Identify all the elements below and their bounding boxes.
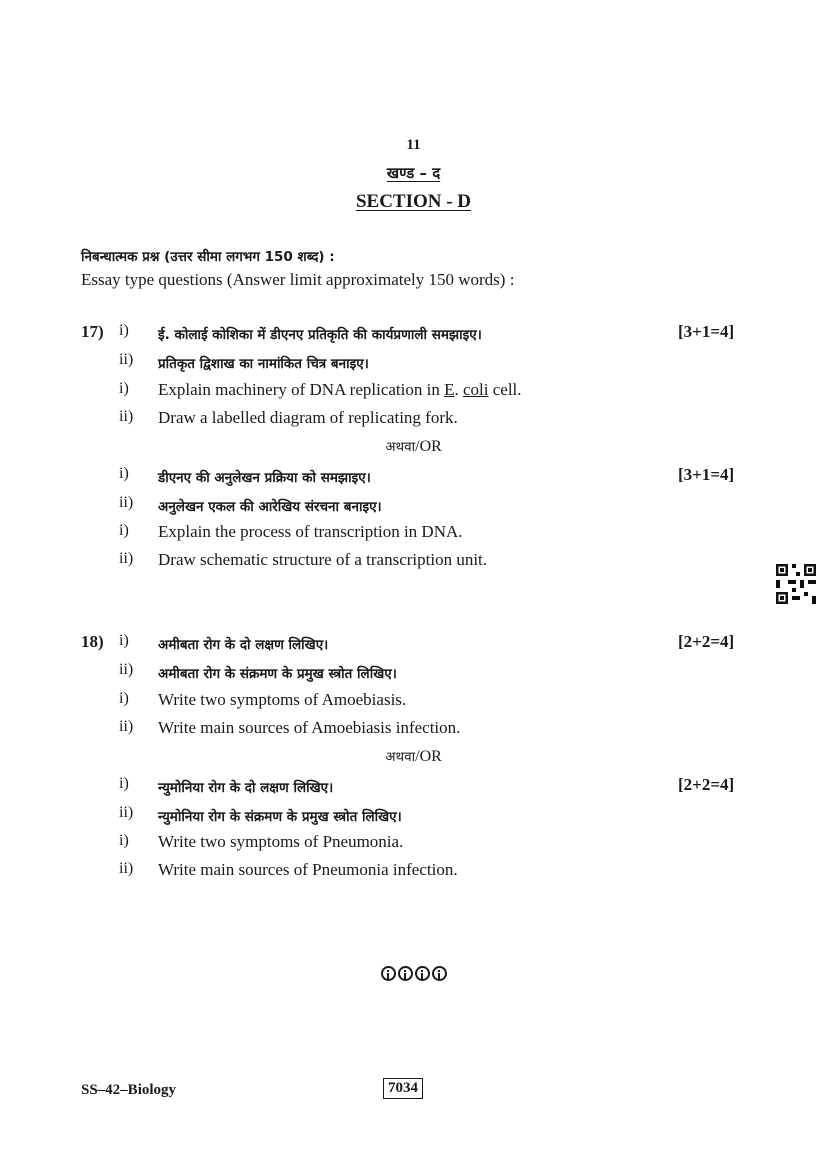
paper-code: 7034: [383, 1078, 423, 1099]
roman-numeral: i): [119, 322, 129, 339]
question-number: 17): [81, 322, 104, 341]
question-line: [0, 465, 827, 489]
question-17-line: [0, 322, 827, 346]
question-number: 18): [81, 632, 104, 651]
question-text-english: Draw a labelled diagram of replicating fork.: [158, 408, 458, 427]
subject-code: SS–42–Biology: [81, 1082, 177, 1098]
roman-numeral: i): [119, 380, 129, 397]
roman-numeral: ii): [119, 860, 134, 877]
info-icon: [415, 966, 430, 981]
or-separator: अथवा/OR: [385, 438, 442, 455]
question-text-english: Explain the process of transcription in DNA.: [158, 522, 463, 541]
question-line: [0, 380, 827, 404]
question-text-english: Draw schematic structure of a transcription unit.: [158, 550, 488, 569]
question-text-hindi: ई. कोलाई कोशिका में डीएनए प्रतिकृति की कार्यप्रणाली समझाइए।: [158, 327, 482, 343]
roman-numeral: i): [119, 632, 129, 649]
roman-numeral: ii): [119, 351, 134, 368]
question-text-english: Write main sources of Amoebiasis infection.: [158, 718, 461, 737]
question-text-hindi: प्रतिकृत द्विशाख का नामांकित चित्र बनाइए।: [158, 356, 369, 372]
roman-numeral: ii): [119, 718, 134, 735]
question-line: [0, 522, 827, 546]
roman-numeral: ii): [119, 550, 134, 567]
roman-numeral: ii): [119, 661, 134, 678]
question-line: [0, 550, 827, 574]
roman-numeral: i): [119, 690, 129, 707]
info-icon: [381, 966, 396, 981]
question-line: [0, 661, 827, 685]
marks: [3+1=4]: [678, 322, 735, 341]
roman-numeral: i): [119, 775, 129, 792]
section-title-hindi: खण्ड – द: [386, 164, 441, 182]
question-text-hindi: अनुलेखन एकल की आरेखिय संरचना बनाइए।: [158, 499, 382, 515]
question-line: [0, 860, 827, 884]
page-number: 11: [406, 137, 421, 153]
question-line: [0, 804, 827, 828]
roman-numeral: i): [119, 832, 129, 849]
marks: [3+1=4]: [678, 465, 735, 484]
question-text-english: Write two symptoms of Amoebiasis.: [158, 690, 407, 709]
question-text-hindi: न्युमोनिया रोग के संक्रमण के प्रमुख स्त्रोत लिखिए।: [158, 809, 402, 825]
info-icon: [432, 966, 447, 981]
question-line: [0, 494, 827, 518]
question-text-hindi: अमीबता रोग के संक्रमण के प्रमुख स्त्रोत लिखिए।: [158, 666, 397, 682]
question-text-hindi: अमीबता रोग के दो लक्षण लिखिए।: [158, 637, 329, 653]
question-line: [0, 832, 827, 856]
question-line: [0, 718, 827, 742]
question-18-line: [0, 632, 827, 656]
or-separator: अथवा/OR: [385, 748, 442, 765]
roman-numeral: ii): [119, 804, 134, 821]
question-line: [0, 351, 827, 375]
roman-numeral: i): [119, 465, 129, 482]
instructions-hindi: निबन्धात्मक प्रश्न (उत्तर सीमा लगभग 150 शब्द) :: [81, 249, 335, 265]
question-line: [0, 775, 827, 799]
instructions-english: Essay type questions (Answer limit approximately 150 words) :: [81, 270, 515, 289]
qr-code-icon: [776, 564, 816, 604]
question-line: [0, 408, 827, 432]
roman-numeral: ii): [119, 494, 134, 511]
info-icon: [398, 966, 413, 981]
roman-numeral: ii): [119, 408, 134, 425]
marks: [2+2=4]: [678, 632, 735, 651]
question-text-hindi: डीएनए की अनुलेखन प्रक्रिया को समझाइए।: [158, 470, 371, 486]
question-line: [0, 690, 827, 714]
question-text-english: Write main sources of Pneumonia infection.: [158, 860, 458, 879]
marks: [2+2=4]: [678, 775, 735, 794]
question-text-hindi: न्युमोनिया रोग के दो लक्षण लिखिए।: [158, 780, 334, 796]
section-title-english: SECTION - D: [355, 191, 472, 212]
end-of-paper-marks: [0, 966, 827, 986]
roman-numeral: i): [119, 522, 129, 539]
question-text-english: Explain machinery of DNA replication in E. coli cell.: [158, 380, 522, 399]
question-text-english: Write two symptoms of Pneumonia.: [158, 832, 404, 851]
